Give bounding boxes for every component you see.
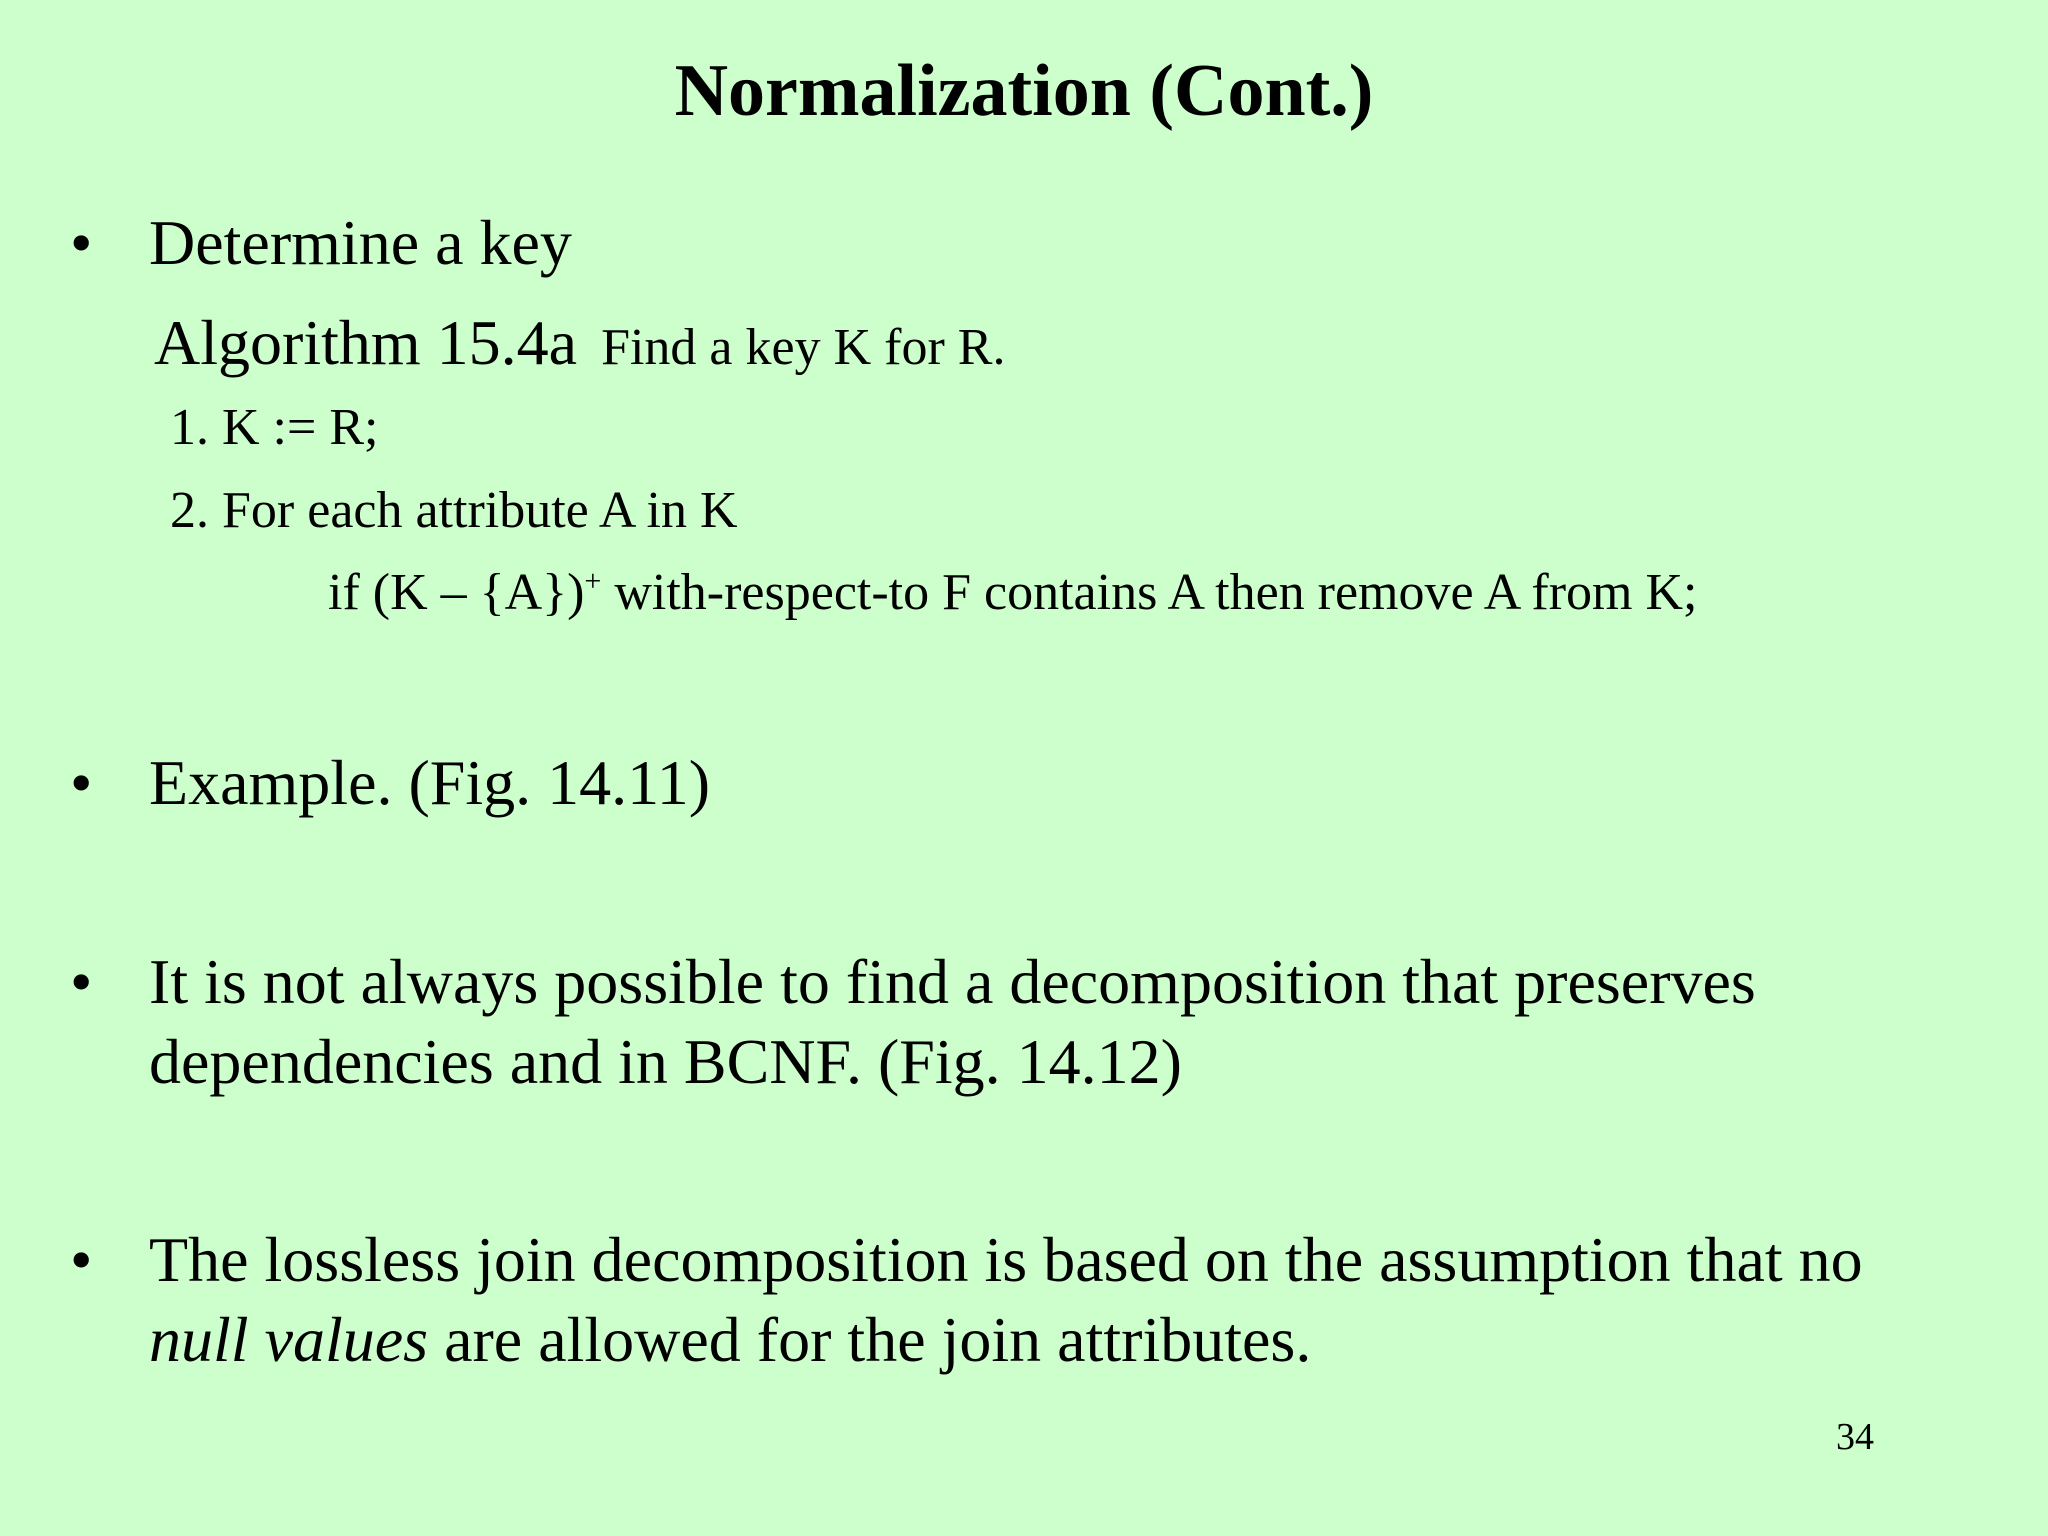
bullet-marker: •	[70, 1224, 93, 1295]
bullet-text: Determine a key	[149, 207, 572, 278]
algorithm-step-1: 1. K := R;	[170, 399, 379, 456]
condition-suffix: with-respect-to F contains A then remove A from K;	[601, 564, 1698, 621]
algorithm-name: Algorithm 15.4a	[154, 307, 578, 378]
bullet-lossless-join	[149, 1220, 2009, 1380]
closure-superscript: +	[584, 564, 602, 598]
bullet-decomposition	[149, 942, 2009, 1102]
slide-title: Normalization (Cont.)	[674, 50, 1374, 132]
bullet-line-2: dependencies and in BCNF. (Fig. 14.12)	[149, 1026, 1182, 1097]
condition-prefix: if (K – {A})	[328, 564, 585, 621]
bullet-line-2-rest: are allowed for the join attributes.	[428, 1304, 1312, 1375]
bullet-marker: •	[70, 747, 93, 818]
bullet-line-2	[149, 1300, 2009, 1380]
bullet-determine-key	[149, 203, 2009, 283]
italic-null-values: null values	[149, 1304, 429, 1375]
bullet-line-1: It is not always possible to find a decomposition that preserves	[149, 946, 1756, 1017]
page-number: 34	[1836, 1416, 1874, 1458]
bullet-line-1: The lossless join decomposition is based on the assumption that no	[149, 1224, 1863, 1295]
bullet-marker: •	[70, 207, 93, 278]
algorithm-step-2: 2. For each attribute A in K	[170, 482, 738, 539]
algorithm-description: Find a key K for R.	[601, 319, 1006, 376]
algorithm-heading	[154, 303, 1005, 400]
bullet-text: Example. (Fig. 14.11)	[149, 747, 711, 818]
bullet-example	[149, 743, 2009, 823]
algorithm-condition	[328, 561, 1697, 625]
bullet-marker: •	[70, 946, 93, 1017]
